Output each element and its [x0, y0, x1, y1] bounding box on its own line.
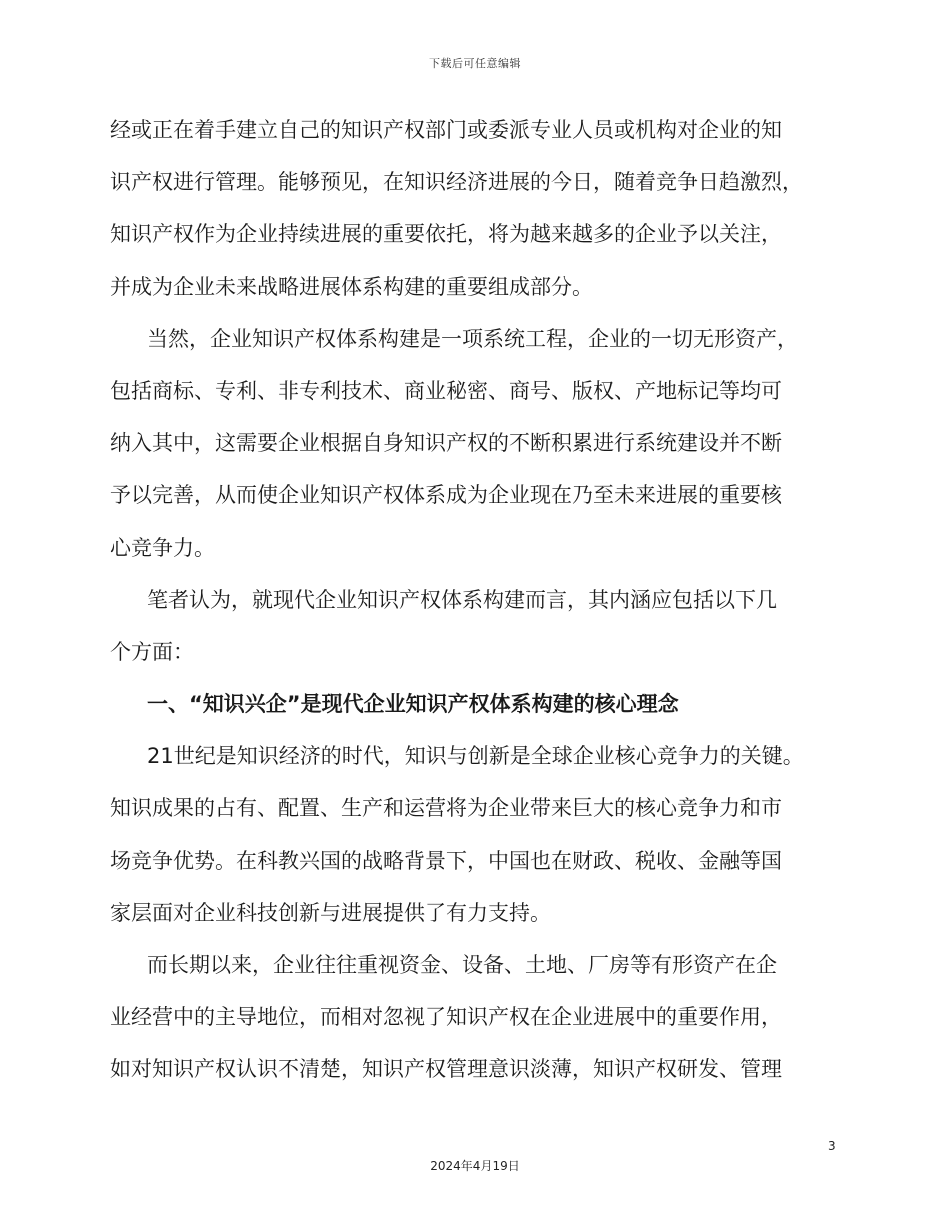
- paragraph-line: 予以完善，从而使企业知识产权体系成为企业现在乃至未来进展的重要核: [110, 483, 782, 508]
- page-footer-date: 2024年4月19日: [430, 1159, 520, 1173]
- paragraph-line: 知识产权作为企业持续进展的重要依托，将为越来越多的企业予以关注，: [110, 222, 782, 247]
- paragraph-line: 经或正在着手建立自己的知识产权部门或委派专业人员或机构对企业的知: [110, 118, 782, 142]
- paragraph-line: 家层面对企业科技创新与进展提供了有力支持。: [110, 900, 551, 925]
- paragraph-line: 个方面：: [110, 639, 194, 664]
- paragraph-line: 当然，企业知识产权体系构建是一项系统工程，企业的一切无形资产，: [147, 326, 798, 351]
- page-header: 下载后可任意编辑: [429, 57, 521, 70]
- document-body: [110, 104, 840, 1096]
- page-number: 3: [828, 1139, 836, 1153]
- paragraph-line: 如对知识产权认识不清楚，知识产权管理意识淡薄，知识产权研发、管理: [110, 1057, 782, 1082]
- paragraph-line: 纳入其中，这需要企业根据自身知识产权的不断积累进行系统建设并不断: [110, 431, 782, 456]
- paragraph-line: 业经营中的主导地位，而相对忽视了知识产权在企业进展中的重要作用，: [110, 1005, 782, 1030]
- paragraph-line: 而长期以来，企业往往重视资金、设备、土地、厂房等有形资产在企: [147, 953, 777, 977]
- paragraph-line: 包括商标、专利、非专利技术、商业秘密、商号、版权、产地标记等均可: [110, 378, 782, 403]
- paragraph-line: 识产权进行管理。能够预见，在知识经济进展的今日，随着竞争日趋激烈，: [110, 170, 803, 195]
- paragraph-line: 笔者认为，就现代企业知识产权体系构建而言，其内涵应包括以下几: [147, 587, 777, 612]
- paragraph-line: 21世纪是知识经济的时代，知识与创新是全球企业核心竞争力的关键。: [147, 744, 804, 769]
- section-heading: 一、“知识兴企”是现代企业知识产权体系构建的核心理念: [147, 692, 679, 717]
- paragraph-line: 场竞争优势。在科教兴国的战略背景下，中国也在财政、税收、金融等国: [110, 848, 782, 873]
- paragraph-line: 知识成果的占有、配置、生产和运营将为企业带来巨大的核心竞争力和市: [110, 796, 782, 821]
- paragraph-line: 心竞争力。: [110, 535, 215, 560]
- paragraph-line: 并成为企业未来战略进展体系构建的重要组成部分。: [110, 274, 593, 299]
